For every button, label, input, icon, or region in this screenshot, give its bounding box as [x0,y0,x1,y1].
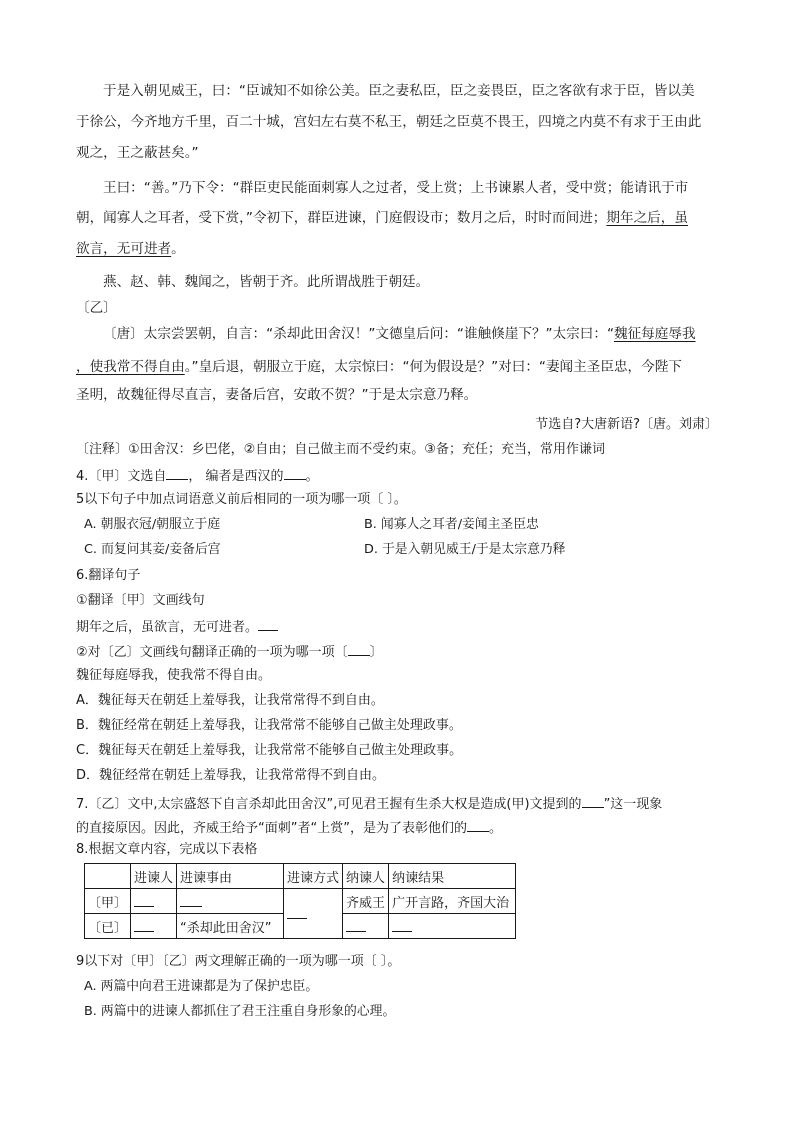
question-4: 4.〔甲〕文选自 ， 编者是西汉的 。 [76,465,319,487]
q6-sub1: ①翻译〔甲〕文画线句 [76,593,205,608]
question-9-stem: 9以下对〔甲〕〔乙〕两文理解正确的一项为哪一项〔 〕。 [76,954,401,969]
jia-p1-line3: 观之，王之蔽甚矣。” [76,145,199,161]
source-citation: 节选自?大唐新语?〔唐。刘肃〕 [535,417,718,432]
answer-blank[interactable] [467,817,489,832]
table-header-cell: 进谏人 [131,864,177,889]
table-cell-reason: “杀却此田舍汉” [177,914,284,939]
answer-blank[interactable] [258,616,278,631]
q5-option-d[interactable]: D. 于是入朝见威王/于是太宗意乃释 [364,542,566,557]
question-5-stem: 5以下句子中加点词语意义前后相同的一项为哪一项〔 〕。 [76,492,407,507]
q9-option-b[interactable]: B. 两篇中的进谏人都抓住了君王注重自身形象的心理。 [84,1004,396,1019]
q6-option-a[interactable]: A．魏征每天在朝廷上羞辱我，让我常常得不到自由。 [76,693,384,708]
table-row [85,889,516,914]
annotation-notes: 〔注释〕①田舍汉：乡巴佬，②自由；自己做主而不受约束。③备；充任；充当，常用作谦词 [76,442,605,457]
table-cell-blank[interactable] [389,914,516,939]
table-header-cell: 纳谏人 [343,864,389,889]
yi-line3: 圣明，故魏征得尽直言，妻备后宫，安敢不贺？”于是太宗意乃释。 [76,387,478,403]
table-header-cell: 进谏事由 [177,864,284,889]
jia-p3: 燕、赵、韩、魏闻之，皆朝于齐。此所谓战胜于朝廷。 [103,274,430,290]
yi-label: 〔乙〕 [76,300,117,316]
table-header-cell [85,864,131,889]
q6-sub2-sentence: 魏征每庭辱我，使我常不得自由。 [76,668,272,683]
q5-option-a[interactable]: A. 朝服衣冠/朝服立于庭 [84,517,221,532]
q6-option-b[interactable]: B．魏征经常在朝廷上羞辱我，让我常常不能够自己做主处理政事。 [76,718,462,733]
table-cell-blank[interactable] [343,914,389,939]
jia-p1-line1: 于是入朝见威王，曰：“臣诚知不如徐公美。臣之妻私臣，臣之妾畏臣，臣之客欲有求于臣，皆以美 [103,83,695,99]
answer-blank[interactable] [348,641,370,656]
jia-p2-line3: 欲言，无可进者。 [76,241,185,257]
table-header-cell: 纳谏结果 [389,864,516,889]
jia-p2-line1: 王曰：“善。”乃下令：“群臣吏民能面刺寡人之过者，受上赏；上书谏累人者，受中赏；能请讯于市 [103,180,689,196]
q5-option-c[interactable]: C. 而复问其妾/妾备后宫 [84,542,221,557]
underlined-sentence: 欲言，无可进者 [76,241,172,257]
table-cell-blank[interactable] [284,889,343,939]
row-label: 〔甲〕 [85,889,131,914]
answer-blank[interactable] [582,793,604,808]
table-cell-king: 齐威王 [343,889,389,914]
q6-option-c[interactable]: C．魏征每天在朝廷上羞辱我，让我常常不能够自己做主处理政事。 [76,743,463,758]
question-7-line2: 的直接原因。因此，齐威王给予“面刺”者“上赏”，是为了表彰他们的 。 [76,817,502,839]
jia-p2-line2: 朝，闻寡人之耳者，受下赏，”令初下，群臣进谏，门庭假设市；数月之后，时时而间进；期年之后，虽 [76,210,688,226]
table-cell-result: 广开言路，齐国大治 [389,889,516,914]
jia-p1-line2: 于徐公，今齐地方千里，百二十城，宫妇左右莫不私王，朝廷之臣莫不畏王，四境之内莫不有求于王由此 [76,114,702,130]
yi-line1: 〔唐〕太宗尝罢朝，自言：“杀却此田舍汉！”文德皇后问：“谁触倏崖下？”太宗曰：“魏征每庭辱我 [103,326,696,342]
table-header-row [85,864,516,889]
q5-option-b[interactable]: B. 闻寡人之耳者/妾闻主圣臣忠 [364,517,539,532]
table-cell-blank[interactable] [131,914,177,939]
underlined-sentence: ，使我常不得自由 [76,359,185,375]
q6-sub2: ②对〔乙〕文画线句翻译正确的一项为哪一项〔 〕 [76,641,383,663]
answer-blank[interactable] [166,465,188,480]
question-7-line1: 7.〔乙〕文中,太宗盛怒下自言杀却此田舍汉”,可见君王握有生杀大权是造成(甲)文提到的 ”这一现象 [76,793,662,815]
row-label: 〔已〕 [85,914,131,939]
q6-option-d[interactable]: D．魏征经常在朝廷上羞辱我，让我常常得不到自由。 [76,768,386,783]
q6-sub1-sentence: 期年之后，虽欲言，无可进者。 [76,616,278,638]
question-8-title: 8.根据文章内容，完成以下表格 [76,842,258,857]
table-cell-blank[interactable] [177,889,284,914]
answer-blank[interactable] [284,465,306,480]
answer-table [84,863,516,939]
table-cell-blank[interactable] [131,889,177,914]
underlined-sentence: 魏征每庭辱我 [614,326,696,342]
table-header-cell: 进谏方式 [284,864,343,889]
underlined-sentence: 期年之后，虽 [606,210,688,226]
yi-line2: ，使我常不得自由。”皇后退，朝服立于庭，太宗惊曰：“何为假设是？”对曰：“妻闻主圣臣忠，今陛下 [76,359,682,375]
question-6-title: 6.翻译句子 [76,568,141,583]
q9-option-a[interactable]: A. 两篇中向君王进谏都是为了保护忠臣。 [84,979,319,994]
